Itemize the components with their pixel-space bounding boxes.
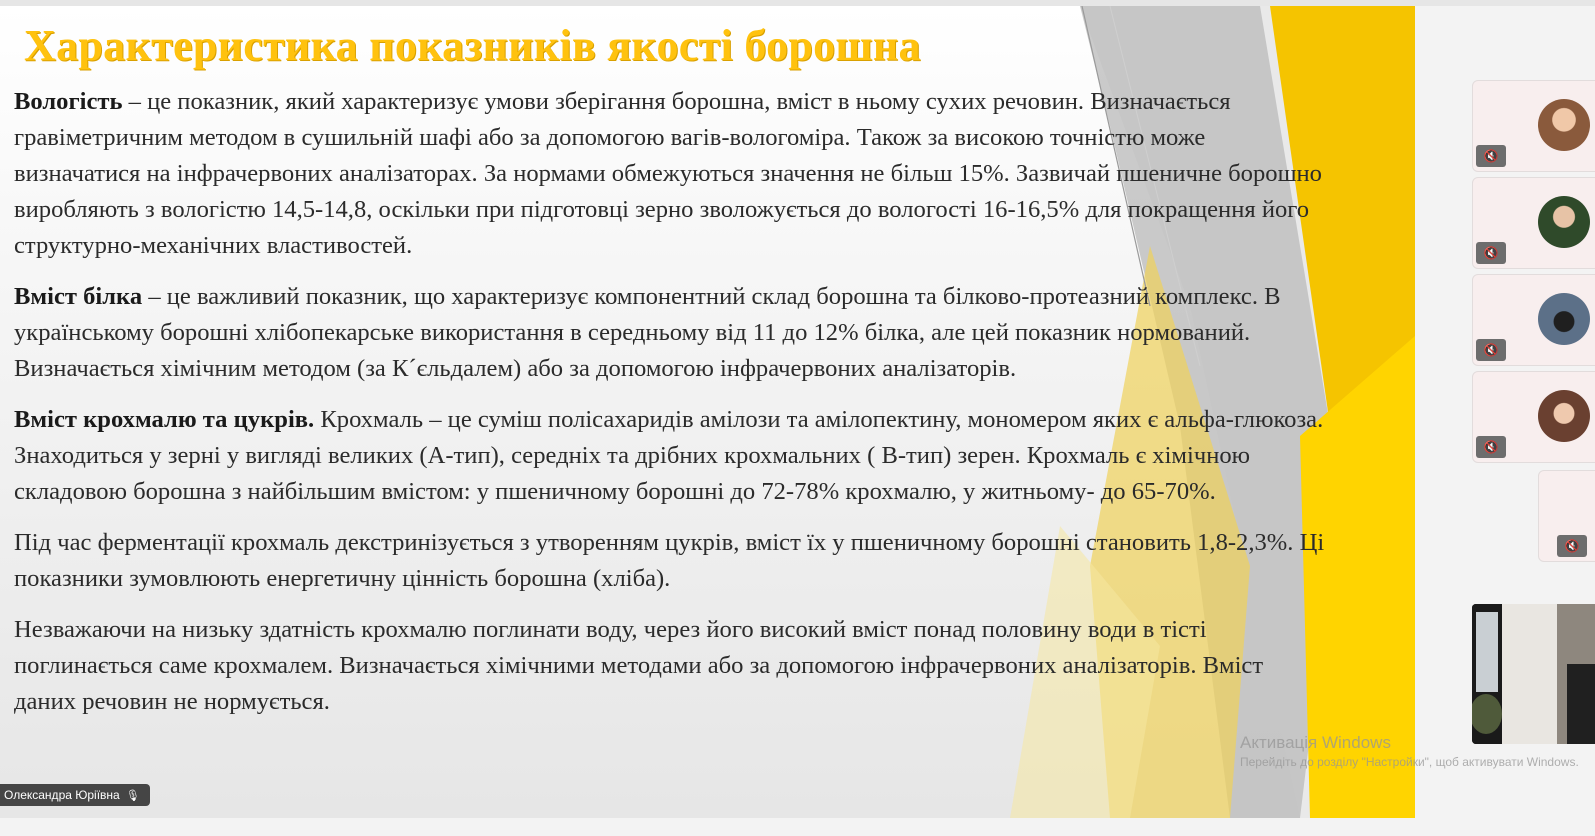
presenter-name-tag — [0, 784, 150, 806]
muted-mic-icon: 🔇 — [1557, 535, 1587, 557]
avatar — [1538, 196, 1590, 248]
participant-tile[interactable] — [1472, 274, 1595, 366]
mic-icon: 🎙 — [125, 789, 140, 802]
paragraph-protein — [14, 279, 1329, 387]
watermark-title: Активація Windows — [1240, 733, 1391, 752]
paragraph-fermentation — [14, 525, 1329, 597]
muted-mic-icon: 🔇 — [1476, 242, 1506, 264]
participant-tile[interactable] — [1538, 470, 1595, 562]
slide-title: Характеристика показників якості борошна — [24, 21, 921, 70]
paragraph-water-absorption-text: Незважаючи на низьку здатність крохмалю поглинати воду, через його високий вміст понад половину води в тісті поглинається саме крохмалем. Визначається хімічними методами або за допомогою інфрачервоних аналізаторів. Вміст даних речовин не нормується. — [14, 616, 1264, 715]
participant-tile[interactable] — [1472, 177, 1595, 269]
windows-activation-watermark — [1240, 733, 1595, 771]
term-protein: Вміст білка — [14, 283, 143, 310]
paragraph-protein-text: – це важливий показник, що характеризує компонентний склад борошна та білково-протеазний комплекс. В українському борошні хлібопекарське використання в середньому від 11 до 12% білка, але цей показник нормований. Визначається хімічним методом (за К´єльдалем) або за допомогою інфрачервоних аналізаторів. — [14, 283, 1281, 382]
avatar — [1538, 390, 1590, 442]
video-feed — [1472, 604, 1595, 744]
camera-video-tile[interactable] — [1472, 604, 1595, 744]
participant-tile[interactable] — [1472, 371, 1595, 463]
avatar — [1538, 99, 1590, 151]
muted-mic-icon: 🔇 — [1476, 436, 1506, 458]
term-starch: Вміст крохмалю та цукрів. — [14, 406, 315, 433]
presentation-slide — [0, 6, 1415, 818]
paragraph-moisture — [14, 84, 1329, 264]
paragraph-moisture-text: – це показник, який характеризує умови зберігання борошна, вміст в ньому сухих речовин. Визначається гравіметричним методом в сушильній шафі або за допомогою вагів-вологоміра. Також за високою точністю може визначатися на інфрачервоних аналізаторах. За нормами обмежуються значення не більш 15%. Зазвичай пшеничне борошно виробляють з вологістю 14,5-14,8, оскільки при підготовці зерно зволожується до вологості 16-16,5% для покращення його структурно-механічних властивостей. — [14, 88, 1322, 259]
watermark-subtitle: Перейдіть до розділу "Настройки", щоб активувати Windows. — [1240, 755, 1579, 769]
presenter-name: Олександра Юріївна — [4, 788, 120, 802]
paragraph-fermentation-text: Під час ферментації крохмаль декстринізується з утворенням цукрів, вміст їх у пшеничному борошні становить 1,8-2,3%. Ці показники зумовлюють енергетичну цінність борошна (хліба). — [14, 529, 1325, 592]
muted-mic-icon: 🔇 — [1476, 145, 1506, 167]
slide-body — [14, 84, 1329, 735]
paragraph-water-absorption — [14, 612, 1329, 720]
avatar — [1538, 293, 1590, 345]
paragraph-starch — [14, 402, 1329, 510]
paragraph-starch-text: Крохмаль – це суміш полісахаридів амілози та амілопектину, мономером яких є альфа-глюкоза. Знаходиться у зерні у вигляді великих (А-тип), середніх та дрібних крохмальних ( В-тип) зерен. Крохмаль є хімічною складовою борошна з найбільшим вмістом: у пшеничному борошні до 72-78% крохмалю, у житньому- до 65-70%. — [14, 406, 1324, 505]
term-moisture: Вологість — [14, 88, 123, 115]
participant-tile[interactable] — [1472, 80, 1595, 172]
muted-mic-icon: 🔇 — [1476, 339, 1506, 361]
